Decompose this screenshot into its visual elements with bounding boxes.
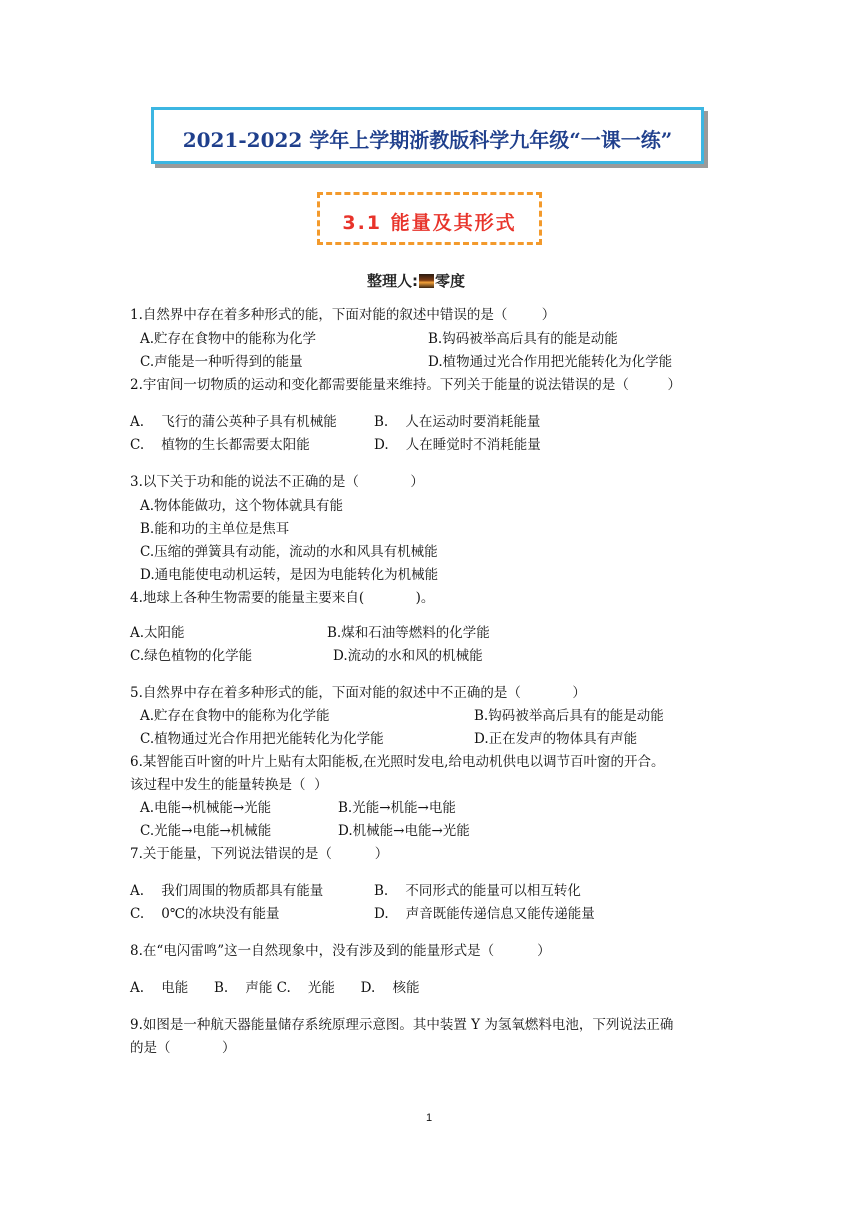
avatar bbox=[419, 274, 434, 288]
text-line: 2.宇宙间一切物质的运动和变化都需要能量来维持。下列关于能量的说法错误的是（ ） bbox=[130, 377, 682, 393]
text-line: B.煤和石油等燃料的化学能 bbox=[327, 625, 490, 641]
text-line: C.植物通过光合作用把光能转化为化学能 bbox=[140, 731, 384, 747]
text-line: B.光能→机能→电能 bbox=[338, 800, 456, 816]
section-title-box bbox=[317, 192, 542, 245]
author-line bbox=[367, 270, 465, 291]
text-line: D. 声音既能传递信息又能传递能量 bbox=[374, 906, 595, 922]
section-title: 3.1 能量及其形式 bbox=[342, 212, 517, 234]
text-line: A.电能→机械能→光能 bbox=[140, 800, 272, 816]
text-line: C. 0℃的冰块没有能量 bbox=[130, 906, 280, 922]
text-line: D.植物通过光合作用把光能转化为化学能 bbox=[428, 354, 673, 370]
text-line: 1.自然界中存在着多种形式的能，下面对能的叙述中错误的是（ ） bbox=[130, 307, 556, 323]
text-line: 该过程中发生的能量转换是（ ） bbox=[130, 777, 328, 793]
text-line: B.能和功的主单位是焦耳 bbox=[140, 521, 290, 537]
text-line: 4.地球上各种生物需要的能量主要来自( )。 bbox=[130, 590, 435, 606]
text-line: A.太阳能 bbox=[130, 625, 185, 641]
text-line: A.物体能做功，这个物体就具有能 bbox=[140, 498, 344, 514]
text-line: C.光能→电能→机械能 bbox=[140, 823, 272, 839]
document-title: 2021-2022 学年上学期浙教版科学九年级“一课一练” bbox=[182, 128, 673, 152]
text-line: 7.关于能量，下列说法错误的是（ ） bbox=[130, 846, 389, 862]
text-line: B. 不同形式的能量可以相互转化 bbox=[374, 883, 581, 899]
text-line: C.声能是一种听得到的能量 bbox=[140, 354, 303, 370]
text-line: B.钩码被举高后具有的能是动能 bbox=[428, 331, 618, 347]
text-line: A. 电能 B. 声能 C. 光能 D. 核能 bbox=[130, 980, 420, 996]
text-line: 8.在“电闪雷鸣”这一自然现象中，没有涉及到的能量形式是（ ） bbox=[130, 943, 551, 959]
text-line: A.贮存在食物中的能称为化学能 bbox=[140, 708, 330, 724]
text-line: A. 飞行的蒲公英种子具有机械能 bbox=[130, 414, 337, 430]
text-line: B. 人在运动时要消耗能量 bbox=[374, 414, 541, 430]
text-line: D. 人在睡觉时不消耗能量 bbox=[374, 437, 541, 453]
header-title-box bbox=[151, 107, 704, 164]
text-line: A.贮存在食物中的能称为化学 bbox=[140, 331, 317, 347]
text-line: 的是（ ） bbox=[130, 1040, 236, 1056]
text-line: D.流动的水和风的机械能 bbox=[333, 648, 483, 664]
text-line: D.正在发声的物体具有声能 bbox=[474, 731, 638, 747]
text-line: C. 植物的生长都需要太阳能 bbox=[130, 437, 310, 453]
author-label: 整理人: bbox=[367, 272, 418, 290]
text-line: D.机械能→电能→光能 bbox=[338, 823, 470, 839]
text-line: 5.自然界中存在着多种形式的能，下面对能的叙述中不正确的是（ ） bbox=[130, 685, 586, 701]
text-line: 3.以下关于功和能的说法不正确的是（ ） bbox=[130, 474, 424, 490]
text-line: A. 我们周围的物质都具有能量 bbox=[130, 883, 324, 899]
text-line: C.压缩的弹簧具有动能，流动的水和风具有机械能 bbox=[140, 544, 438, 560]
author-name: 零度 bbox=[435, 272, 466, 290]
text-line: 6.某智能百叶窗的叶片上贴有太阳能板,在光照时发电,给电动机供电以调节百叶窗的开合。 bbox=[130, 754, 665, 770]
text-line: B.钩码被举高后具有的能是动能 bbox=[474, 708, 664, 724]
text-line: C.绿色植物的化学能 bbox=[130, 648, 253, 664]
page-number: 1 bbox=[426, 1112, 433, 1124]
text-line: D.通电能使电动机运转，是因为电能转化为机械能 bbox=[140, 567, 439, 583]
text-line: 9.如图是一种航天器能量储存系统原理示意图。其中装置 Y 为氢氧燃料电池，下列说法正确 bbox=[130, 1017, 674, 1033]
